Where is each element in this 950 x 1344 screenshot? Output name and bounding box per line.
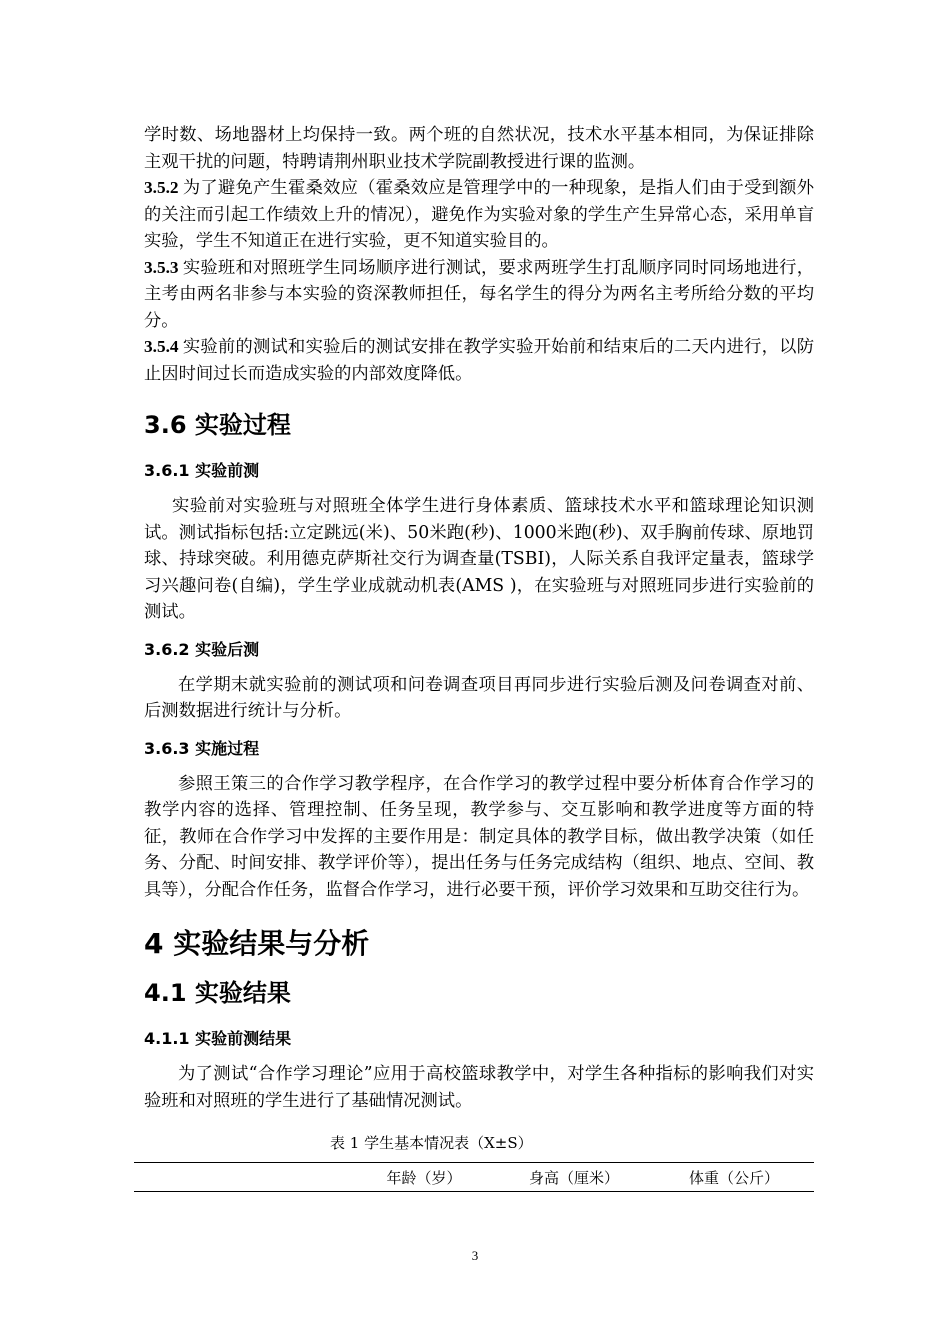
table-caption: 表 1 学生基本情况表（X±S） <box>330 1134 533 1152</box>
heading-4: 4 实验结果与分析 <box>144 927 370 960</box>
paragraph-3-6-2: 在学期末就实验前的测试项和问卷调查项目再同步进行实验后测及问卷调查对前、后测数据进行统计与分析。 <box>144 674 814 721</box>
heading-3-6-2: 3.6.2 实验后测 <box>144 639 260 659</box>
paragraph-3-6-1: 实验前对实验班与对照班全体学生进行身体素质、篮球技术水平和篮球理论知识测试。测试指标包括:立定跳远(米)、50米跑(秒)、1000米跑(秒)、双手胸前传球、原地罚球、持球突破。利用德克萨斯社交行为调查量(TSBI)，人际关系自我评定量表，篮球学习兴趣问卷(自编)，学生学业成就动机表(AMS )，在实验班与对照班同步进行实验前的测试。 <box>144 496 814 622</box>
paragraph-text: 学时数、场地器材上均保持一致。两个班的自然状况，技术水平基本相同，为保证排除主观干扰的问题，特聘请荆州职业技术学院副教授进行课的监测。 <box>144 125 814 172</box>
section-number: 3.5.2 <box>144 178 179 197</box>
paragraph-3-6-3: 参照王策三的合作学习教学程序，在合作学习的教学过程中要分析体育合作学习的教学内容的选择、管理控制、任务呈现，教学参与、交互影响和教学进度等方面的特征，教师在合作学习中发挥的主要作用是：制定具体的教学目标，做出教学决策（如任务、分配、时间安排、教学评价等），提出任务与任务完成结构（组织、地点、空间、教具等），分配合作任务，监督合作学习，进行必要干预，评价学习效果和互助交往行为。 <box>144 773 814 900</box>
table-header-row <box>134 1163 814 1191</box>
heading-3-6-1: 3.6.1 实验前测 <box>144 461 260 480</box>
heading-3-6-3: 3.6.3 实施过程 <box>144 738 260 758</box>
page-number: 3 <box>471 1248 479 1263</box>
heading-4-1: 4.1 实验结果 <box>144 979 291 1007</box>
paragraph-text: 实验班和对照班学生同场顺序进行测试，要求两班学生打乱顺序同时同场地进行，主考由两名非参与本实验的资深教师担任，每名学生的得分为两名主考所给分数的平均分。 <box>144 257 814 331</box>
heading-3-6: 3.6 实验过程 <box>144 411 291 439</box>
table-header-cell: 身高（厘米） <box>528 1169 619 1187</box>
paragraph-3-5-4 <box>144 334 814 387</box>
table-header-cell: 年龄（岁） <box>386 1169 462 1187</box>
paragraph-4-1-1: 为了测试“合作学习理论”应用于高校篮球教学中，对学生各种指标的影响我们对实验班和对照班的学生进行了基础情况测试。 <box>144 1064 814 1111</box>
table-header-cell: 体重（公斤） <box>688 1169 779 1187</box>
paragraph-continued <box>144 122 814 175</box>
paragraph-text: 实验前的测试和实验后的测试安排在教学实验开始前和结束后的二天内进行，以防止因时间过长而造成实验的内部效度降低。 <box>144 337 814 384</box>
table-header-cell <box>134 1167 354 1189</box>
table-basic-info <box>134 1162 814 1192</box>
section-number: 3.5.3 <box>144 257 179 277</box>
page-content <box>144 122 814 1192</box>
heading-4-1-1: 4.1.1 实验前测结果 <box>144 1029 292 1048</box>
paragraph-text: 为了避免产生霍桑效应（霍桑效应是管理学中的一种现象，是指人们由于受到额外的关注而引起工作绩效上升的情况），避免作为实验对象的学生产生异常心态，采用单盲实验，学生不知道正在进行实验，更不知道实验目的。 <box>144 178 814 251</box>
section-number: 3.5.4 <box>144 337 179 356</box>
paragraph-3-5-2 <box>144 175 814 255</box>
paragraph-3-5-3 <box>144 255 814 335</box>
